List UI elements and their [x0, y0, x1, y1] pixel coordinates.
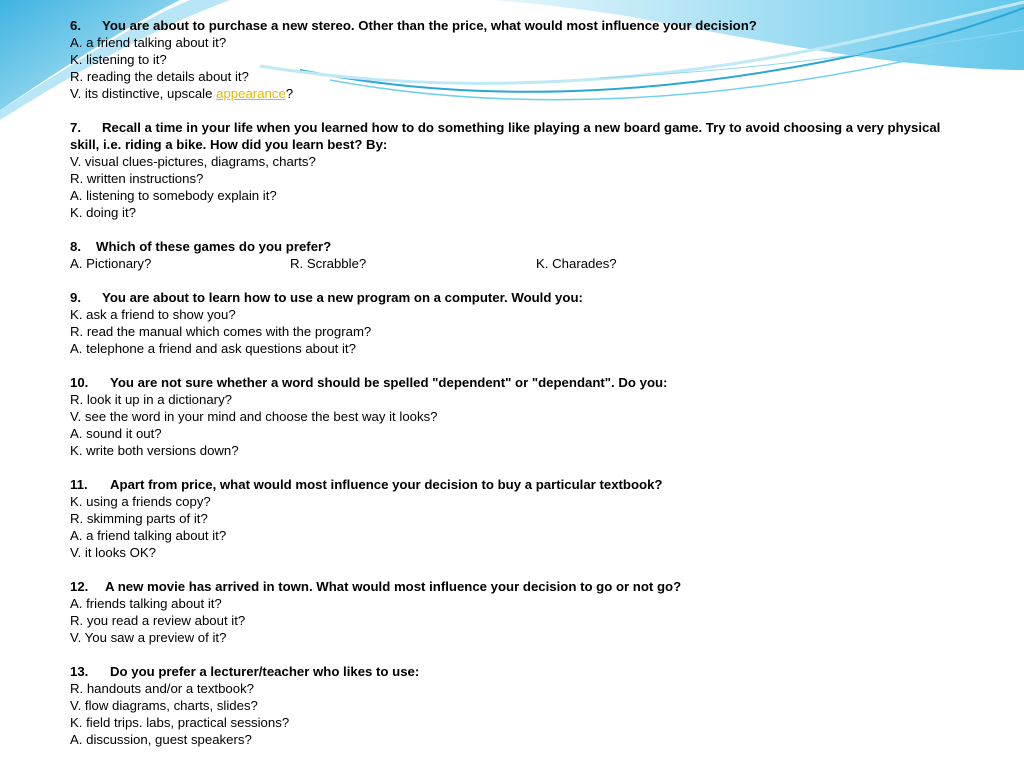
question-title	[70, 476, 950, 493]
answer-option-suffix: ?	[285, 86, 294, 101]
question-text: You are not sure whether a word should be spelled "dependent" or "dependant". Do you:	[110, 375, 668, 390]
question-10	[70, 374, 950, 459]
question-title	[70, 374, 950, 391]
answer-option: K. write both versions down?	[70, 443, 239, 458]
answer-option: K. field trips. labs, practical sessions?	[70, 715, 290, 730]
question-text: Which of these games do you prefer?	[96, 239, 332, 254]
answer-option: R. look it up in a dictionary?	[70, 392, 232, 407]
question-number: 12.	[70, 579, 89, 594]
answer-option: A. Pictionary?	[70, 256, 152, 271]
question-number: 13.	[70, 664, 89, 679]
question-6	[70, 17, 950, 102]
answer-option: R. read the manual which comes with the program?	[70, 324, 372, 339]
question-8	[70, 238, 950, 272]
answer-option: V. it looks OK?	[70, 545, 157, 560]
answer-option: K. listening to it?	[70, 52, 167, 67]
question-number: 10.	[70, 375, 89, 390]
question-text: You are about to learn how to use a new program on a computer. Would you:	[102, 290, 583, 305]
answer-option: A. a friend talking about it?	[70, 35, 227, 50]
answer-option: R. written instructions?	[70, 171, 204, 186]
question-text: A new movie has arrived in town. What would most influence your decision to go or not go?	[105, 579, 682, 594]
questionnaire	[70, 17, 950, 765]
answer-option: K. doing it?	[70, 205, 136, 220]
answer-option: A. discussion, guest speakers?	[70, 732, 252, 747]
answer-option: V. visual clues-pictures, diagrams, charts?	[70, 154, 316, 169]
question-number: 7.	[70, 120, 81, 135]
answer-option: V. flow diagrams, charts, slides?	[70, 698, 258, 713]
question-text: You are about to purchase a new stereo. Other than the price, what would most influence your decision?	[102, 18, 757, 33]
question-text: Recall a time in your life when you learned how to do something like playing a new board game. Try to avoid choosing a very physical skill, i.e. riding a bike. How did you learn best? By:	[70, 120, 941, 152]
question-number: 11.	[70, 477, 88, 492]
question-title	[70, 578, 950, 595]
question-title	[70, 17, 950, 34]
question-12	[70, 578, 950, 646]
answer-option-prefix: V. its distinctive, upscale	[70, 86, 217, 101]
question-9	[70, 289, 950, 357]
answer-option: R. Scrabble?	[290, 256, 367, 271]
appearance-link[interactable]: appearance	[216, 86, 286, 101]
answer-option: R. you read a review about it?	[70, 613, 246, 628]
answer-option: A. a friend talking about it?	[70, 528, 227, 543]
answer-option: R. skimming parts of it?	[70, 511, 208, 526]
answer-option: K. using a friends copy?	[70, 494, 211, 509]
answer-option: V. see the word in your mind and choose the best way it looks?	[70, 409, 438, 424]
answer-option: A. telephone a friend and ask questions about it?	[70, 341, 356, 356]
question-7	[70, 119, 950, 221]
answer-option: R. reading the details about it?	[70, 69, 249, 84]
question-title	[70, 238, 950, 255]
question-title	[70, 119, 950, 153]
question-number: 8.	[70, 239, 81, 254]
question-text: Do you prefer a lecturer/teacher who likes to use:	[110, 664, 420, 679]
answer-option: A. sound it out?	[70, 426, 162, 441]
answer-option: V. You saw a preview of it?	[70, 630, 227, 645]
question-title	[70, 289, 950, 306]
answer-option	[70, 85, 950, 102]
answer-option-row	[70, 255, 950, 272]
question-11	[70, 476, 950, 561]
answer-option: K. ask a friend to show you?	[70, 307, 236, 322]
question-text: Apart from price, what would most influence your decision to buy a particular textbook?	[110, 477, 663, 492]
answer-option: R. handouts and/or a textbook?	[70, 681, 255, 696]
answer-option: A. listening to somebody explain it?	[70, 188, 277, 203]
answer-option: A. friends talking about it?	[70, 596, 222, 611]
question-number: 6.	[70, 18, 81, 33]
question-number: 9.	[70, 290, 81, 305]
question-title	[70, 663, 950, 680]
question-13	[70, 663, 950, 748]
answer-option: K. Charades?	[536, 256, 617, 271]
